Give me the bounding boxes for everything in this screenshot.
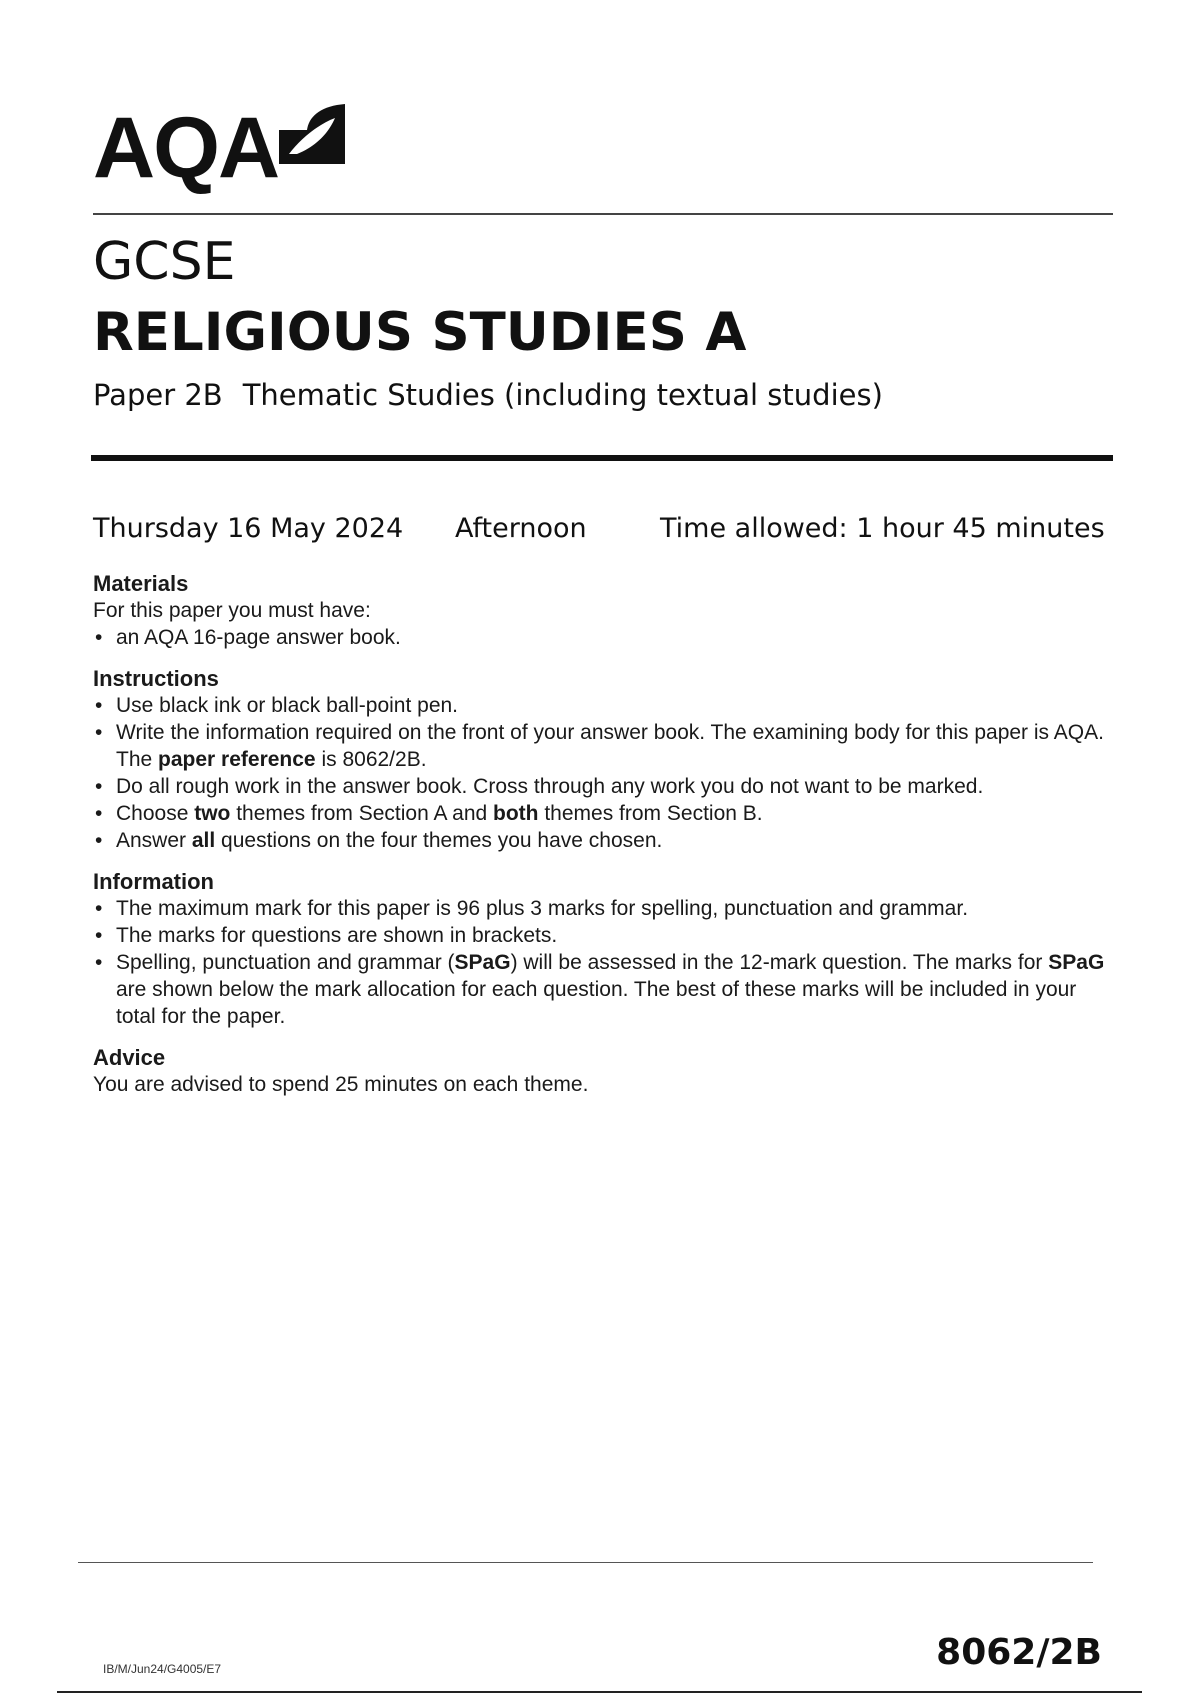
paper-code: 8062/2B: [936, 1632, 1102, 1673]
paper-title-line: [93, 378, 883, 412]
information-list: [93, 895, 1113, 1030]
information-item: • The marks for questions are shown in brackets.: [93, 922, 1113, 949]
advice-section: [93, 1044, 1113, 1098]
qualification-title: GCSE: [93, 232, 236, 292]
thick-divider: [91, 455, 1113, 461]
header-divider: [93, 213, 1113, 215]
instructions-section: [93, 665, 1113, 854]
advice-text: You are advised to spend 25 minutes on each theme.: [93, 1073, 589, 1096]
front-cover-body: [93, 570, 1113, 1112]
materials-intro: For this paper you must have:: [93, 599, 371, 622]
instructions-heading: Instructions: [93, 666, 219, 691]
information-section: [93, 868, 1113, 1030]
information-heading: Information: [93, 869, 214, 894]
materials-item: • an AQA 16-page answer book.: [93, 624, 1113, 651]
subject-title: RELIGIOUS STUDIES A: [93, 302, 747, 363]
instruction-item: • Answer all questions on the four themes you have chosen.: [93, 827, 1113, 854]
aqa-logo-leaf-icon: [273, 102, 351, 168]
materials-list: [93, 624, 1113, 651]
aqa-logo-text: AQA: [93, 100, 279, 196]
information-item: • Spelling, punctuation and grammar (SPaG) will be assessed in the 12-mark question. The marks for SPaG are shown below the mark allocation for each question. The best of these marks will be included in your total for the paper.: [93, 949, 1113, 1030]
information-item: • The maximum mark for this paper is 96 plus 3 marks for spelling, punctuation and grammar.: [93, 895, 1113, 922]
page-bottom-rule: [57, 1691, 1142, 1693]
document-reference: IB/M/Jun24/G4005/E7: [103, 1662, 222, 1676]
exam-date: Thursday 16 May 2024: [93, 513, 404, 544]
instruction-item: • Choose two themes from Section A and both themes from Section B.: [93, 800, 1113, 827]
advice-heading: Advice: [93, 1045, 166, 1070]
paper-title: Thematic Studies (including textual studies): [242, 378, 883, 412]
instructions-list: [93, 692, 1113, 854]
paper-label: Paper 2B: [93, 378, 223, 412]
instruction-item: • Do all rough work in the answer book. Cross through any work you do not want to be marked.: [93, 773, 1113, 800]
materials-section: [93, 570, 1113, 651]
instruction-item: • Use black ink or black ball-point pen.: [93, 692, 1113, 719]
time-allowed: Time allowed: 1 hour 45 minutes: [660, 513, 1105, 544]
materials-heading: Materials: [93, 571, 189, 596]
footer-divider: [78, 1562, 1093, 1563]
exam-session: Afternoon: [455, 513, 587, 544]
instruction-item: • Write the information required on the front of your answer book. The examining body for this paper is AQA. The paper reference is 8062/2B.: [93, 719, 1113, 773]
